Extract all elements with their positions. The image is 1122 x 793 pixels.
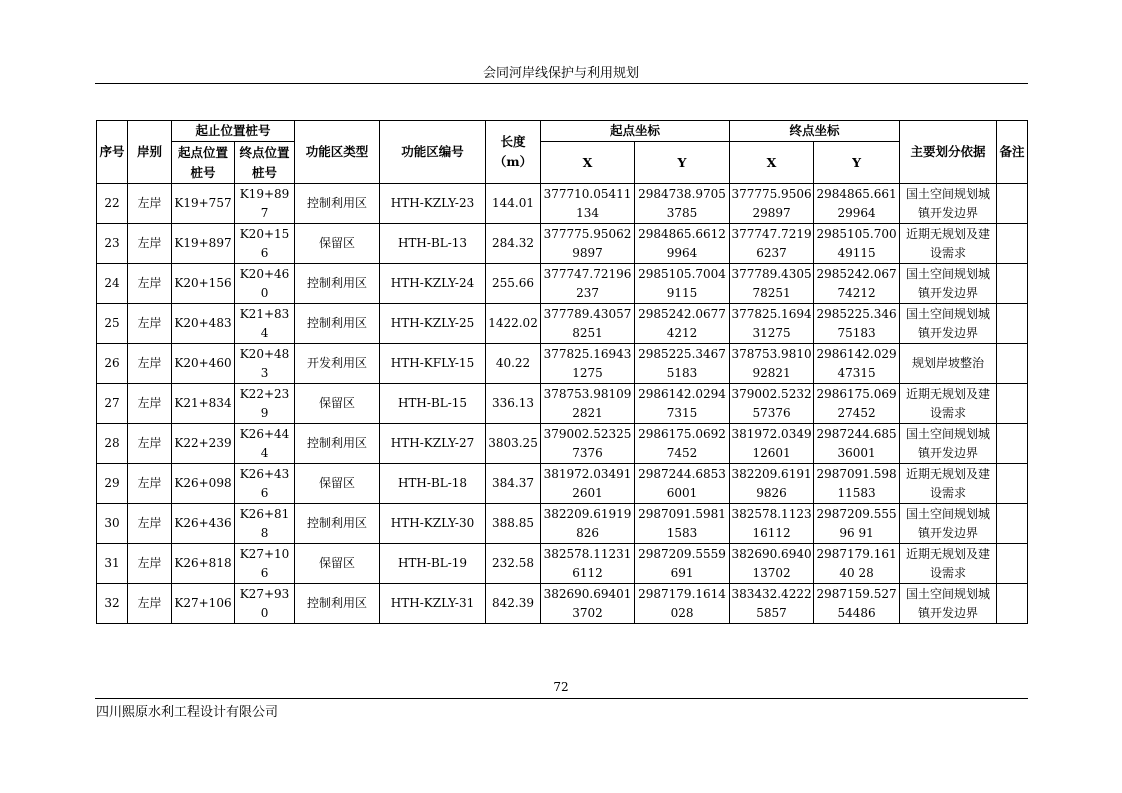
start-x-cell: 382578.112316112 <box>541 544 635 584</box>
table-row <box>97 224 1028 264</box>
length-cell: 388.85 <box>486 504 541 544</box>
start-x-cell: 382690.694013702 <box>541 584 635 624</box>
end-y-cell: 2986142.02947315 <box>814 344 900 384</box>
remark-cell <box>997 184 1028 224</box>
remark-cell <box>997 504 1028 544</box>
zone-type-cell: 控制利用区 <box>295 424 380 464</box>
start-y-cell: 2987244.68536001 <box>635 464 730 504</box>
page-number: 72 <box>553 680 569 694</box>
start-x-cell: 377825.169431275 <box>541 344 635 384</box>
start-y-cell: 2985105.70049115 <box>635 264 730 304</box>
table-row <box>97 264 1028 304</box>
document-header-title: 会同河岸线保护与利用规划 <box>482 66 639 81</box>
zone-code-cell: HTH-BL-18 <box>380 464 486 504</box>
start-stake-cell: K20+483 <box>172 304 235 344</box>
start-y-cell: 2987091.59811583 <box>635 504 730 544</box>
start-stake-cell: K21+834 <box>172 384 235 424</box>
zone-code-cell: HTH-KFLY-15 <box>380 344 486 384</box>
footer-divider <box>95 698 1028 699</box>
remark-cell <box>997 584 1028 624</box>
end-stake-cell: K20+156 <box>235 224 295 264</box>
start-x-cell: 379002.523257376 <box>541 424 635 464</box>
header-start-y: Y <box>635 142 730 184</box>
end-stake-cell: K21+834 <box>235 304 295 344</box>
zone-type-cell: 保留区 <box>295 384 380 424</box>
header-start-x: X <box>541 142 635 184</box>
start-y-cell: 2984865.66129964 <box>635 224 730 264</box>
table-row <box>97 584 1028 624</box>
start-x-cell: 377789.430578251 <box>541 304 635 344</box>
start-stake-cell: K20+156 <box>172 264 235 304</box>
header-start-stake: 起点位置桩号 <box>172 142 235 184</box>
header-stake-group: 起止位置桩号 <box>172 121 295 142</box>
zone-code-cell: HTH-KZLY-30 <box>380 504 486 544</box>
length-cell: 284.32 <box>486 224 541 264</box>
header-end-coord: 终点坐标 <box>730 121 900 142</box>
end-x-cell: 378753.981092821 <box>730 344 814 384</box>
end-y-cell: 2984865.66129964 <box>814 184 900 224</box>
zone-code-cell: HTH-KZLY-24 <box>380 264 486 304</box>
basis-cell: 近期无规划及建设需求 <box>900 224 997 264</box>
zone-code-cell: HTH-KZLY-27 <box>380 424 486 464</box>
basis-cell: 国土空间规划城镇开发边界 <box>900 504 997 544</box>
end-stake-cell: K19+897 <box>235 184 295 224</box>
remark-cell <box>997 464 1028 504</box>
seq-cell: 29 <box>97 464 128 504</box>
header-zone-type: 功能区类型 <box>295 121 380 184</box>
start-y-cell: 2984738.97053785 <box>635 184 730 224</box>
end-y-cell: 2985225.34675183 <box>814 304 900 344</box>
basis-cell: 国土空间规划城镇开发边界 <box>900 424 997 464</box>
zone-type-cell: 控制利用区 <box>295 184 380 224</box>
length-cell: 336.13 <box>486 384 541 424</box>
header-bank: 岸别 <box>128 121 172 184</box>
end-y-cell: 2985105.70049115 <box>814 224 900 264</box>
header-seq: 序号 <box>97 121 128 184</box>
zone-code-cell: HTH-KZLY-25 <box>380 304 486 344</box>
seq-cell: 24 <box>97 264 128 304</box>
header-end-stake: 终点位置桩号 <box>235 142 295 184</box>
header-length: 长度（m） <box>486 121 541 184</box>
table-row <box>97 304 1028 344</box>
length-cell: 842.39 <box>486 584 541 624</box>
table-row <box>97 384 1028 424</box>
basis-cell: 国土空间规划城镇开发边界 <box>900 304 997 344</box>
seq-cell: 30 <box>97 504 128 544</box>
start-y-cell: 2986175.06927452 <box>635 424 730 464</box>
start-y-cell: 2987179.1614028 <box>635 584 730 624</box>
start-stake-cell: K20+460 <box>172 344 235 384</box>
zone-type-cell: 控制利用区 <box>295 304 380 344</box>
table-row <box>97 464 1028 504</box>
end-stake-cell: K26+444 <box>235 424 295 464</box>
remark-cell <box>997 304 1028 344</box>
zone-code-cell: HTH-KZLY-31 <box>380 584 486 624</box>
bank-cell: 左岸 <box>128 504 172 544</box>
end-x-cell: 382690.694013702 <box>730 544 814 584</box>
header-end-y: Y <box>814 142 900 184</box>
end-y-cell: 2987209.55596 91 <box>814 504 900 544</box>
zone-type-cell: 控制利用区 <box>295 264 380 304</box>
basis-cell: 近期无规划及建设需求 <box>900 544 997 584</box>
end-stake-cell: K27+106 <box>235 544 295 584</box>
bank-cell: 左岸 <box>128 264 172 304</box>
start-x-cell: 377775.950629897 <box>541 224 635 264</box>
table-row <box>97 504 1028 544</box>
length-cell: 3803.25 <box>486 424 541 464</box>
basis-cell: 规划岸坡整治 <box>900 344 997 384</box>
start-x-cell: 382209.61919826 <box>541 504 635 544</box>
end-y-cell: 2987159.52754486 <box>814 584 900 624</box>
end-stake-cell: K26+818 <box>235 504 295 544</box>
end-y-cell: 2987091.59811583 <box>814 464 900 504</box>
zone-code-cell: HTH-KZLY-23 <box>380 184 486 224</box>
end-y-cell: 2986175.06927452 <box>814 384 900 424</box>
start-stake-cell: K27+106 <box>172 584 235 624</box>
zone-type-cell: 保留区 <box>295 464 380 504</box>
basis-cell: 近期无规划及建设需求 <box>900 464 997 504</box>
seq-cell: 28 <box>97 424 128 464</box>
start-x-cell: 377710.05411134 <box>541 184 635 224</box>
start-stake-cell: K26+098 <box>172 464 235 504</box>
end-stake-cell: K26+436 <box>235 464 295 504</box>
bank-cell: 左岸 <box>128 224 172 264</box>
seq-cell: 25 <box>97 304 128 344</box>
end-y-cell: 2987179.16140 28 <box>814 544 900 584</box>
end-x-cell: 383432.4222 5857 <box>730 584 814 624</box>
zone-code-cell: HTH-BL-15 <box>380 384 486 424</box>
table-row <box>97 424 1028 464</box>
length-cell: 232.58 <box>486 544 541 584</box>
header-basis: 主要划分依据 <box>900 121 997 184</box>
header-remark: 备注 <box>997 121 1028 184</box>
basis-cell: 国土空间规划城镇开发边界 <box>900 264 997 304</box>
basis-cell: 国土空间规划城镇开发边界 <box>900 584 997 624</box>
zone-code-cell: HTH-BL-19 <box>380 544 486 584</box>
header-divider <box>95 83 1028 84</box>
start-x-cell: 377747.72196237 <box>541 264 635 304</box>
remark-cell <box>997 424 1028 464</box>
end-x-cell: 379002.523257376 <box>730 384 814 424</box>
start-stake-cell: K19+757 <box>172 184 235 224</box>
bank-cell: 左岸 <box>128 384 172 424</box>
start-y-cell: 2985242.06774212 <box>635 304 730 344</box>
seq-cell: 26 <box>97 344 128 384</box>
remark-cell <box>997 224 1028 264</box>
end-x-cell: 382209.6191 9826 <box>730 464 814 504</box>
end-stake-cell: K27+930 <box>235 584 295 624</box>
end-stake-cell: K22+239 <box>235 384 295 424</box>
basis-cell: 近期无规划及建设需求 <box>900 384 997 424</box>
seq-cell: 27 <box>97 384 128 424</box>
end-x-cell: 377825.169431275 <box>730 304 814 344</box>
table-header <box>97 121 1028 184</box>
end-x-cell: 377747.7219 6237 <box>730 224 814 264</box>
table-row <box>97 544 1028 584</box>
seq-cell: 23 <box>97 224 128 264</box>
seq-cell: 32 <box>97 584 128 624</box>
header-end-x: X <box>730 142 814 184</box>
bank-cell: 左岸 <box>128 344 172 384</box>
start-y-cell: 2985225.34675183 <box>635 344 730 384</box>
table-row <box>97 184 1028 224</box>
basis-cell: 国土空间规划城镇开发边界 <box>900 184 997 224</box>
end-y-cell: 2985242.06774212 <box>814 264 900 304</box>
table-body <box>97 184 1028 624</box>
zone-type-cell: 保留区 <box>295 224 380 264</box>
bank-cell: 左岸 <box>128 424 172 464</box>
remark-cell <box>997 544 1028 584</box>
zone-code-cell: HTH-BL-13 <box>380 224 486 264</box>
table-row <box>97 344 1028 384</box>
zone-type-cell: 开发利用区 <box>295 344 380 384</box>
remark-cell <box>997 264 1028 304</box>
bank-cell: 左岸 <box>128 184 172 224</box>
end-stake-cell: K20+460 <box>235 264 295 304</box>
bank-cell: 左岸 <box>128 464 172 504</box>
start-y-cell: 2987209.5559691 <box>635 544 730 584</box>
end-y-cell: 2987244.68536001 <box>814 424 900 464</box>
start-stake-cell: K19+897 <box>172 224 235 264</box>
start-x-cell: 378753.981092821 <box>541 384 635 424</box>
footer-company-name: 四川熙原水利工程设计有限公司 <box>96 705 279 720</box>
length-cell: 144.01 <box>486 184 541 224</box>
remark-cell <box>997 344 1028 384</box>
zone-type-cell: 控制利用区 <box>295 504 380 544</box>
remark-cell <box>997 384 1028 424</box>
length-cell: 255.66 <box>486 264 541 304</box>
bank-cell: 左岸 <box>128 584 172 624</box>
zone-type-cell: 控制利用区 <box>295 584 380 624</box>
start-x-cell: 381972.034912601 <box>541 464 635 504</box>
end-x-cell: 382578.112316112 <box>730 504 814 544</box>
zone-type-cell: 保留区 <box>295 544 380 584</box>
bank-cell: 左岸 <box>128 544 172 584</box>
start-y-cell: 2986142.02947315 <box>635 384 730 424</box>
bank-cell: 左岸 <box>128 304 172 344</box>
length-cell: 40.22 <box>486 344 541 384</box>
start-stake-cell: K22+239 <box>172 424 235 464</box>
header-zone-code: 功能区编号 <box>380 121 486 184</box>
length-cell: 1422.02 <box>486 304 541 344</box>
seq-cell: 22 <box>97 184 128 224</box>
end-stake-cell: K20+483 <box>235 344 295 384</box>
end-x-cell: 377775.950629897 <box>730 184 814 224</box>
header-start-coord: 起点坐标 <box>541 121 730 142</box>
end-x-cell: 381972.034912601 <box>730 424 814 464</box>
start-stake-cell: K26+818 <box>172 544 235 584</box>
start-stake-cell: K26+436 <box>172 504 235 544</box>
end-x-cell: 377789.430578251 <box>730 264 814 304</box>
seq-cell: 31 <box>97 544 128 584</box>
length-cell: 384.37 <box>486 464 541 504</box>
shoreline-zone-table <box>96 120 1028 624</box>
